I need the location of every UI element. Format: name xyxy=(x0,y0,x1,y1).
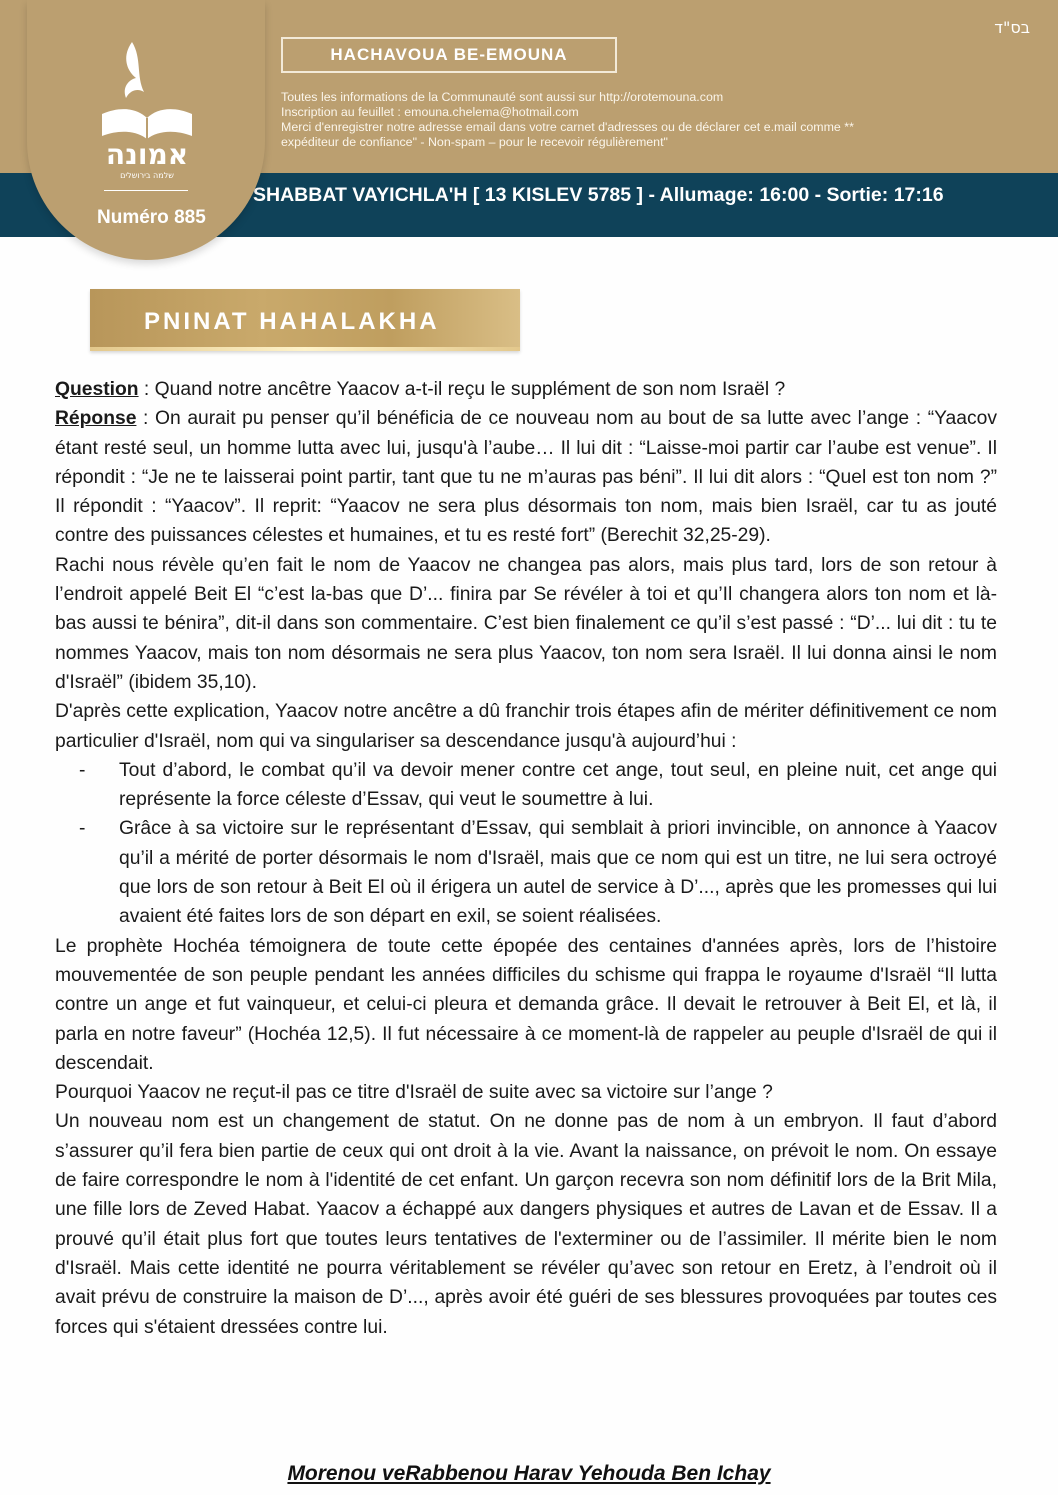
info-line: Inscription au feuillet : emouna.chelema@hotmail.com xyxy=(281,105,579,119)
info-lines xyxy=(281,90,921,150)
author-signature: Morenou veRabbenou Harav Yehouda Ben Ichay xyxy=(287,1462,771,1485)
question-text: : Quand notre ancêtre Yaacov a-t-il reçu le supplément de son nom Israël ? xyxy=(138,379,786,400)
name-paragraph: Un nouveau nom est un changement de statut. On ne donne pas de nom à un embryon. Il faut d’abord s’assurer qu’il fera bien partie de ceux qui ont droit à la vie. Avant la naissance, on prévoit le nom. On essaye de faire correspondre le nom à l'identité de cet enfant. Un garçon recevra son nom définitif lors de la Brit Mila, une fille lors de Zeved Habat. Yaacov a échappé aux dangers physiques et autres de Lavan et de Essav. Il a prouvé qu’il était plus fort que toutes leurs tentatives de l'exterminer ou de l’assimiler. Il mérite bien le nom d'Israël. Mais cette identité ne pourra véritablement se révéler qu’avec son retour en Eretz, à l’endroit où il avait prévu de construire la maison de D’..., après avoir été guéri de ses blessures provoquées par toutes ces forces qui s'étaient dressées contre lui. xyxy=(55,1111,997,1338)
bullet-text: Tout d’abord, le combat qu’il va devoir mener contre cet ange, tout seul, en pleine nuit, cet ange qui représente la force céleste d’Essav, qui veut le soumettre à lui. xyxy=(119,759,997,811)
issue-number: Numéro 885 xyxy=(97,207,206,228)
question-label: Question xyxy=(55,379,139,400)
hochea-paragraph: Le prophète Hochéa témoignera de toute cette épopée des centaines d'années après, lors de l’histoire mouvementée de son peuple pendant les années difficiles du schisme qui frappa le royaume d'Israël “Il lutta contre un ange et fut vainqueur, et celui-ci pleura et demanda grâce. Il devait le retrouver à Beit El, et là, il parla en notre faveur” (Hochéa 12,5). Il fut nécessaire à ce moment-là de rappeler au peuple d'Israël de qui il descendait. xyxy=(55,935,997,1074)
flame-icon xyxy=(125,42,144,98)
logo-hebrew-title: אמונה xyxy=(105,138,189,171)
info-line: expéditeur de confiance" - Non-spam – pour le recevoir régulièrement" xyxy=(281,135,668,149)
rachi-paragraph: Rachi nous révèle qu’en fait le nom de Yaacov ne changea pas alors, mais plus tard, lors de son retour à l’endroit appelé Beit El “c’est la-bas que D’... finira par Se révéler à toi et qu’Il changera alors ton nom et là-bas aussi te bénira”, dit-il dans son commentaire. C’est bien finalement ce qu’il s’est passé : “D’... lui dit : tu te nommes Yaacov, mais ton nom désormais ne sera plus Yaacov, ton nom sera Israël. Il lui donna ainsi le nom d'Israël” (ibidem 35,10). xyxy=(55,554,997,693)
bullet-dash: - xyxy=(79,818,86,840)
logo-divider xyxy=(104,190,188,191)
answer-text: : On aurait pu penser qu’il bénéficia de ce nouveau nom au bout de sa lutte avec l’ange : “Yaacov étant resté seul, un homme lutta avec lui, jusqu'à l’aube… Il lui dit : “Laisse-moi partir car l’aube est venue”. Il répondit : “Je ne te laisserai point partir, tant que tu ne m’auras pas béni”. Il lui dit alors : “Quel est ton nom ?” Il répondit : “Yaacov”. Il reprit: “Yaacov ne sera plus désormais ton nom, mais bien Israël, car tu as jouté contre des puissances célestes et humaines, et tu es resté fort” (Berechit 32,25-29). xyxy=(55,408,997,547)
why-paragraph: Pourquoi Yaacov ne reçut-il pas ce titre d'Israël de suite avec sa victoire sur l’ange ? xyxy=(55,1082,773,1104)
info-line: Toutes les informations de la Communauté sont aussi sur http://orotemouna.com xyxy=(281,90,724,104)
shabbat-times: SHABBAT VAYICHLA'H [ 13 KISLEV 5785 ] - Allumage: 16:00 - Sortie: 17:16 xyxy=(253,184,944,206)
list-item xyxy=(55,756,997,815)
steps-paragraph: D'après cette explication, Yaacov notre ancêtre a dû franchir trois étapes afin de mériter définitivement ce nom particulier d'Israël, nom qui va singulariser sa descendance jusqu'à aujourd’hui : xyxy=(55,701,997,752)
section-banner xyxy=(90,289,520,351)
list-item xyxy=(55,814,997,931)
bullet-text: Grâce à sa victoire sur le représentant d’Essav, qui semblait à priori invincible, on annonce à Yaacov qu’il a mérité de porter désormais le nom d'Israël, mais que ce nom qui est un titre, ne lui sera octroyé que lors de son retour à Beit El où il érigera un autel de service à D’..., après que les promesses qui lui avaient été faites lors de son départ en exil, se soient réalisées. xyxy=(119,818,997,928)
info-line: Merci d'enregistrer notre adresse email dans votre carnet d'adresses ou de déclarer cet e.mail comme ** xyxy=(281,120,854,134)
answer-label: Réponse xyxy=(55,408,137,430)
bullet-dash: - xyxy=(79,759,86,781)
hebrew-mark: בס"ד xyxy=(994,18,1030,37)
article-body xyxy=(55,375,997,1342)
banner-gold-edge xyxy=(90,347,520,351)
section-title: PNINAT HAHALAKHA xyxy=(144,308,440,335)
answer-paragraph xyxy=(55,404,997,550)
newsletter-title: HACHAVOUA BE-EMOUNA xyxy=(281,37,617,73)
logo-hebrew-subtitle: שלמה בירושלים xyxy=(120,171,174,180)
question-paragraph xyxy=(55,375,997,404)
emouna-logo xyxy=(92,36,202,186)
